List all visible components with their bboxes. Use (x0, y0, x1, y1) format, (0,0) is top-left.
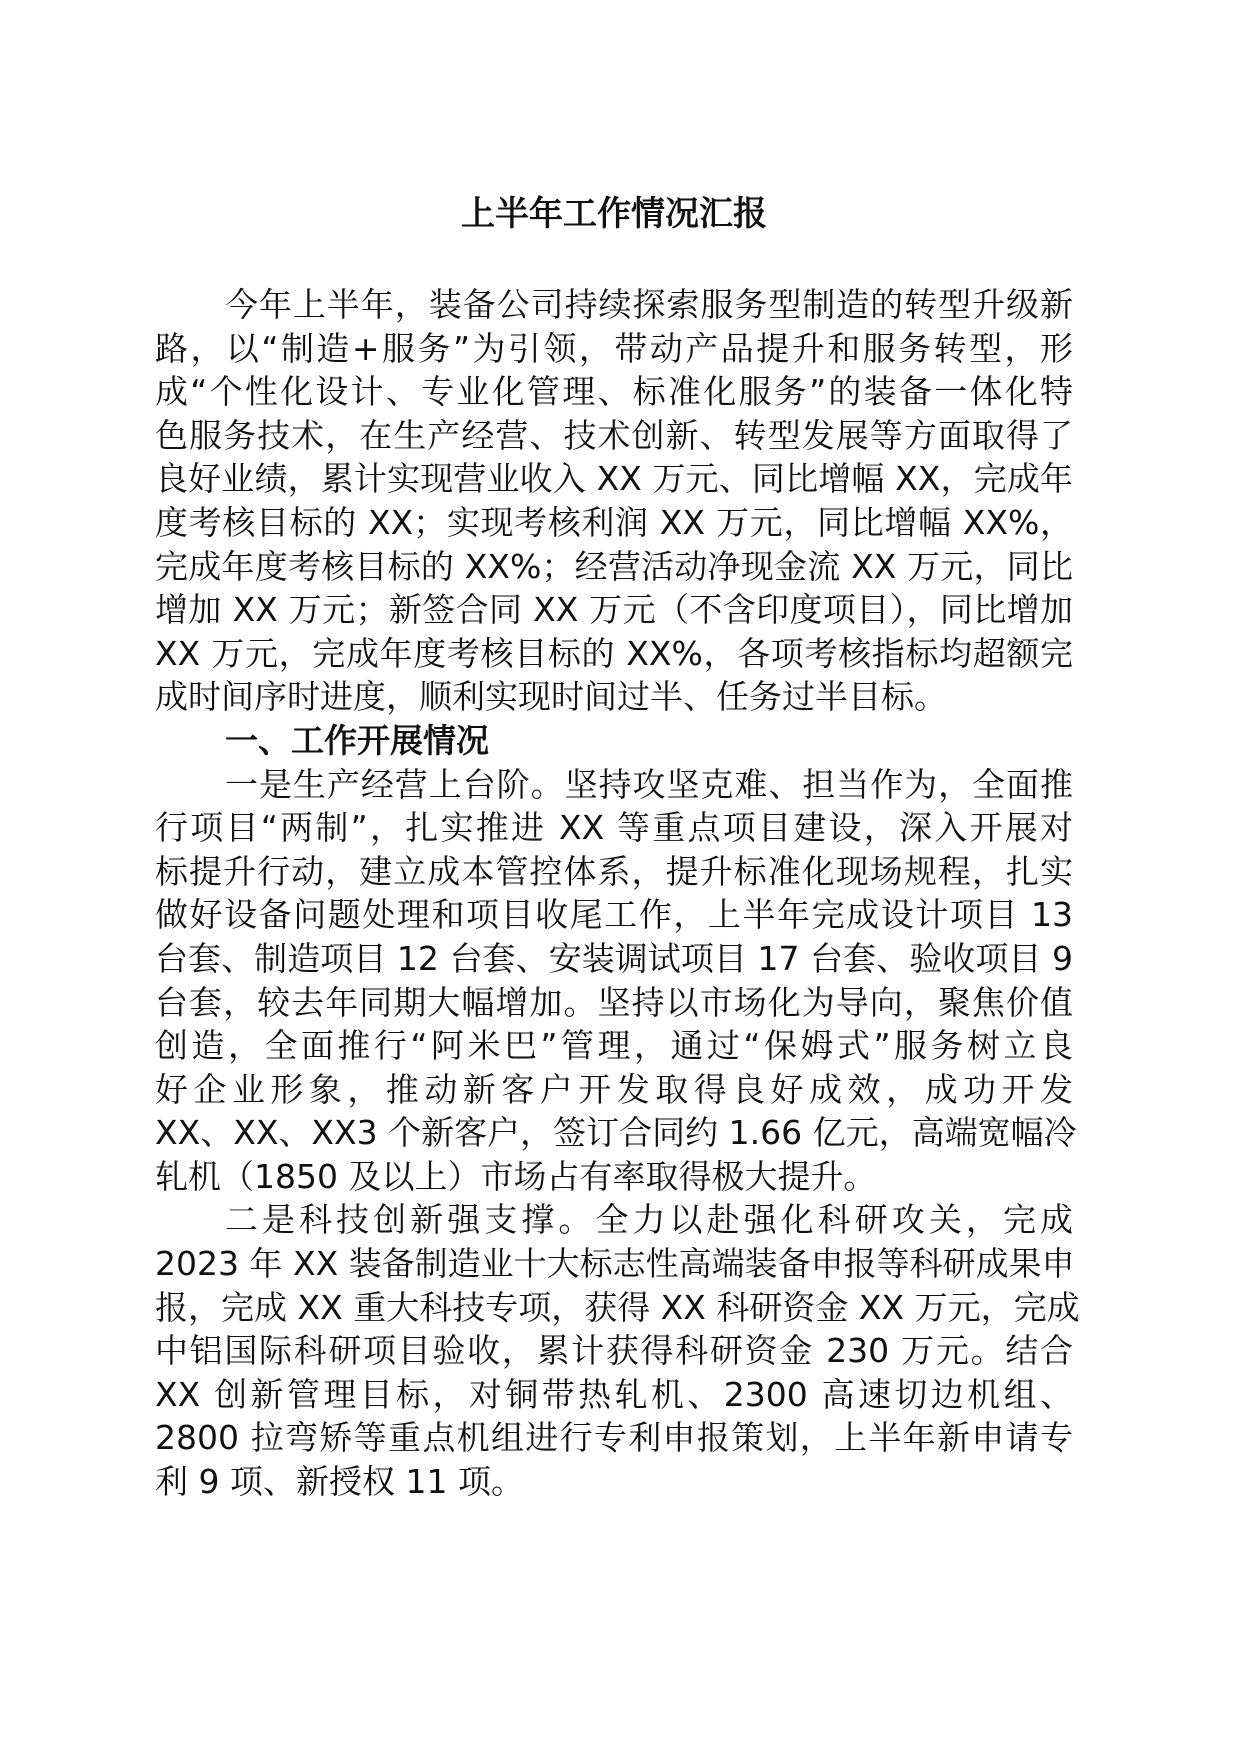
paragraph-line: 报，完成 XX 重大科技专项，获得 XX 科研资金 XX 万元，完成 (155, 1287, 1080, 1327)
paragraph-line: 做好设备问题处理和项目收尾工作，上半年完成设计项目 13 (155, 895, 1073, 935)
section-heading: 一、工作开展情况 (225, 720, 489, 760)
paragraph-line: 台套，较去年同期大幅增加。坚持以市场化为导向，聚焦价值 (155, 982, 1073, 1022)
paragraph-line: 中铝国际科研项目验收，累计获得科研资金 230 万元。结合 (155, 1331, 1073, 1371)
paragraph-line: 完成年度考核目标的 XX%；经营活动净现金流 XX 万元，同比 (155, 546, 1073, 586)
paragraph-line: XX 创新管理目标，对铜带热轧机、2300 高速切边机组、 (155, 1374, 1073, 1414)
paragraph-line: 成“个性化设计、专业化管理、标准化服务”的装备一体化特 (155, 372, 1073, 412)
paragraph-line: 良好业绩，累计实现营业收入 XX 万元、同比增幅 XX，完成年 (155, 459, 1073, 499)
document-body (155, 283, 1080, 1504)
paragraph-line: 一是生产经营上台阶。坚持攻坚克难、担当作为，全面推 (225, 764, 1073, 804)
paragraph-line: 轧机（1850 及以上）市场占有率取得极大提升。 (155, 1156, 877, 1196)
paragraph-line: 色服务技术，在生产经营、技术创新、转型发展等方面取得了 (155, 415, 1073, 455)
paragraph-line: 好企业形象，推动新客户开发取得良好成效，成功开发 (155, 1069, 1073, 1109)
paragraph-line: 度考核目标的 XX；实现考核利润 XX 万元，同比增幅 XX%， (155, 502, 1073, 542)
paragraph-line: 增加 XX 万元；新签合同 XX 万元（不含印度项目），同比增加 (155, 590, 1073, 630)
paragraph-line: 今年上半年，装备公司持续探索服务型制造的转型升级新 (225, 285, 1073, 324)
document-title: 上半年工作情况汇报 (461, 194, 767, 234)
paragraph-line: 行项目“两制”，扎实推进 XX 等重点项目建设，深入开展对 (155, 808, 1073, 848)
paragraph-line: 2800 拉弯矫等重点机组进行专利申报策划，上半年新申请专 (155, 1418, 1073, 1458)
paragraph-line: 2023 年 XX 装备制造业十大标志性高端装备申报等科研成果申 (155, 1244, 1075, 1284)
paragraph-line: 路，以“制造+服务”为引领，带动产品提升和服务转型，形 (155, 328, 1073, 368)
paragraph-line: 成时间序时进度，顺利实现时间过半、任务过半目标。 (155, 677, 947, 717)
paragraph-line: 利 9 项、新授权 11 项。 (155, 1462, 524, 1502)
paragraph-line: XX 万元，完成年度考核目标的 XX%，各项考核指标均超额完 (155, 633, 1073, 673)
paragraph-line: 创造，全面推行“阿米巴”管理，通过“保姆式”服务树立良 (155, 1026, 1073, 1066)
paragraph-line: 标提升行动，建立成本管控体系，提升标准化现场规程，扎实 (155, 851, 1073, 891)
paragraph-line: XX、XX、XX3 个新客户，签订合同约 1.66 亿元，高端宽幅冷 (155, 1113, 1077, 1153)
paragraph-line: 台套、制造项目 12 台套、安装调试项目 17 台套、验收项目 9 (155, 938, 1073, 978)
paragraph-line: 二是科技创新强支撑。全力以赴强化科研攻关，完成 (225, 1200, 1073, 1240)
